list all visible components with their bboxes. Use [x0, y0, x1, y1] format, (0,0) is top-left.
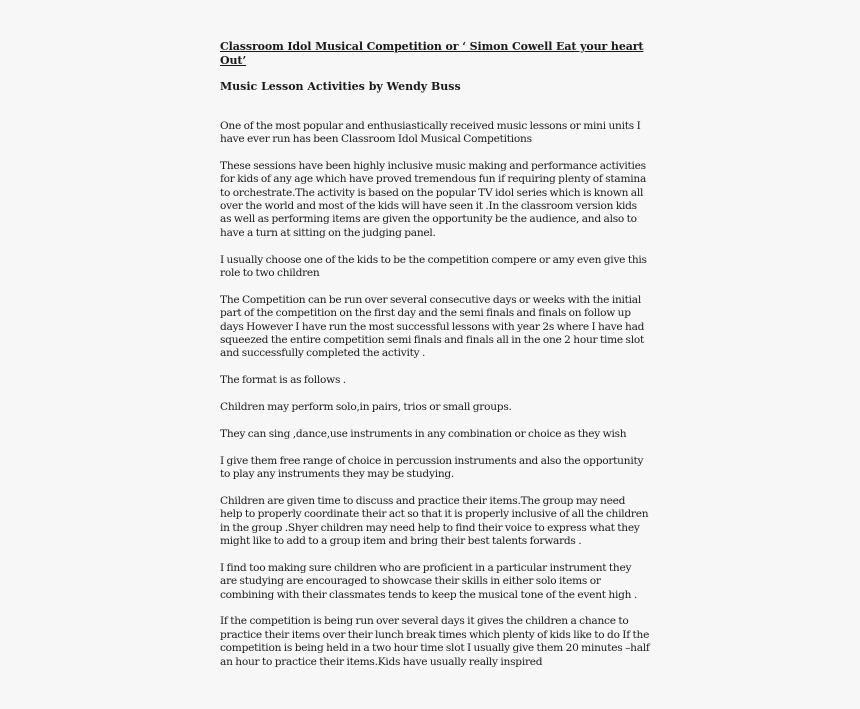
paragraph-compere: I usually choose one of the kids to be the competition compere or amy even give this role to two children [220, 253, 647, 279]
paragraph-sessions: These sessions have been highly inclusive music making and performance activities for kids of any age which have proved tremendous fun if requiring plenty of stamina to orchestrate.The activity is based on the popular TV idol series which is known all over the world and most of the kids will have seen it .In the classroom version kids as well as performing items are given the opportunity be the audience, and also to have a turn at sitting on the judging panel. [220, 159, 647, 239]
paragraph-proficient: I find too making sure children who are proficient in a particular instrument they are studying are encouraged to showcase their skills in either solo items or combining with their classmates tends to keep the musical tone of the event high . [220, 561, 637, 601]
paragraph-practice: Children are given time to discuss and practice their items.The group may need help to properly coordinate their act so that it is properly inclusive of all the children in the group .Shyer children may need help to find their voice to express what they might like to add to a group item and bring their best talents forwards . [220, 494, 649, 547]
paragraph-timing: If the competition is being run over several days it gives the children a chance to practice their items over their lunch break times which plenty of kids like to do If the competition is being held in a two hour time slot I usually give them 20 minutes –half an hour to practice their items.Kids have usually really inspired [220, 615, 650, 668]
paragraph-schedule: The Competition can be run over several consecutive days or weeks with the initial part of the competition on the first day and the semi finals and finals on follow up days However I have run the most successful lessons with year 2s where I have had squeezed the entire competition semi finals and finals all in the one 2 hour time slot and successfully completed the activity . [220, 293, 645, 360]
paragraph-format: The format is as follows . [220, 374, 346, 387]
document-page [220, 40, 650, 682]
document-body [220, 120, 650, 670]
paragraph-activities: They can sing ,dance,use instruments in any combination or choice as they wish [220, 427, 627, 440]
paragraph-intro: One of the most popular and enthusiastically received music lessons or mini units I have ever run has been Classroom Idol Musical Competitions [220, 119, 641, 145]
document-title: Classroom Idol Musical Competition or ‘ Simon Cowell Eat your heart Out’ [220, 40, 644, 67]
paragraph-instruments: I give them free range of choice in percussion instruments and also the opportunity to play any instruments they may be studying. [220, 454, 644, 480]
paragraph-groups: Children may perform solo,in pairs, trios or small groups. [220, 400, 512, 413]
document-subtitle: Music Lesson Activities by Wendy Buss [220, 80, 461, 93]
